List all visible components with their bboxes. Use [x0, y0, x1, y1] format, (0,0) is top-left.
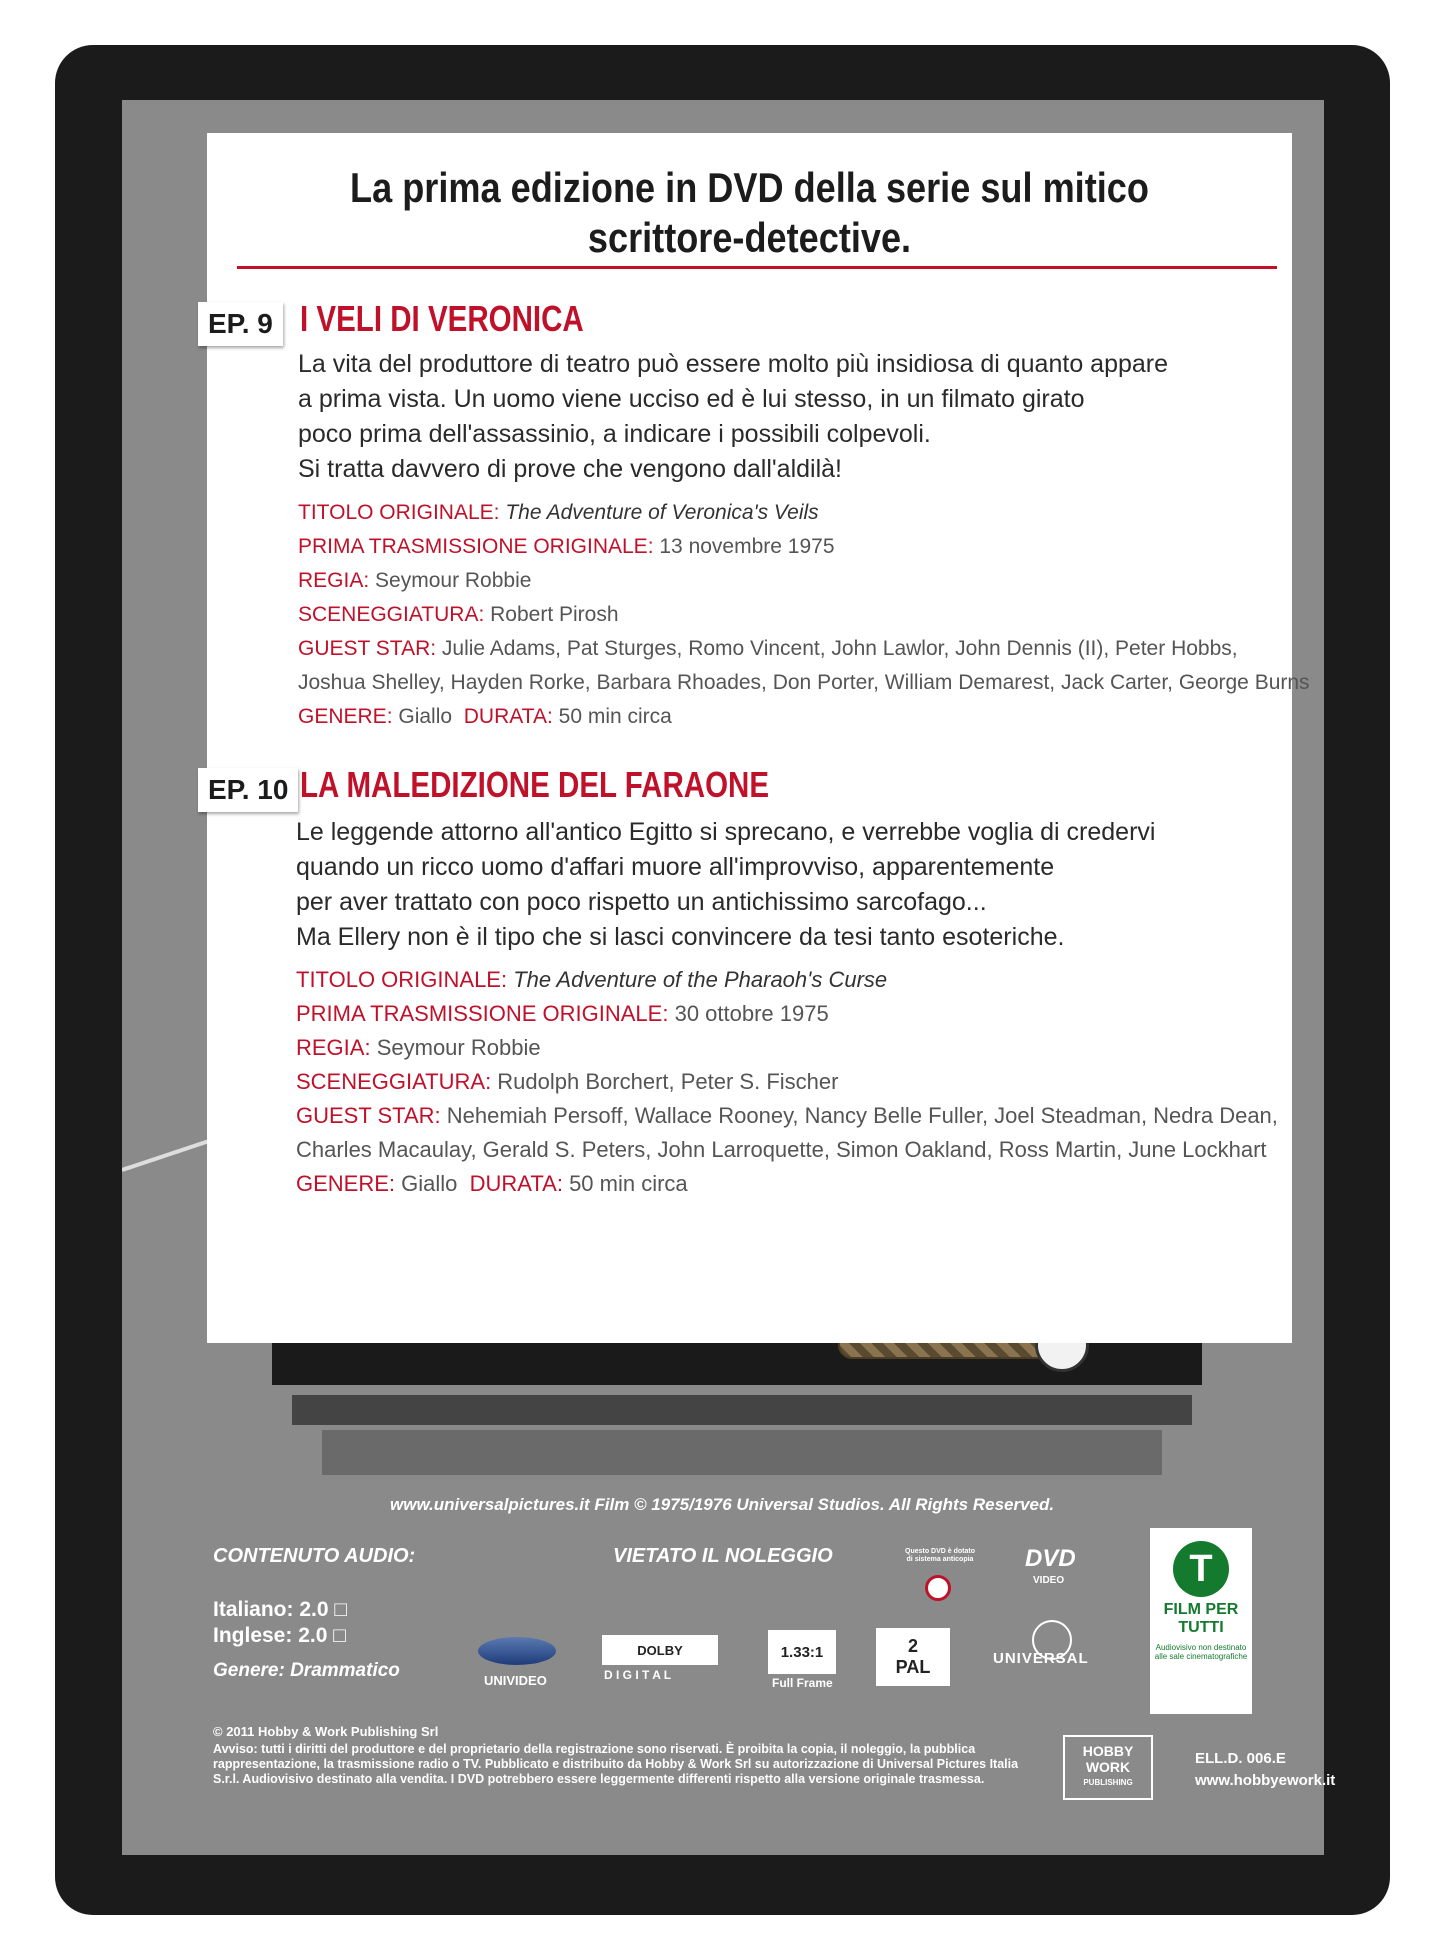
credit-director: REGIA: Seymour Robbie [296, 1035, 541, 1060]
episode-description [298, 347, 1168, 487]
credit-value: Giallo [398, 705, 453, 728]
credit-value: 50 min circa [569, 1171, 688, 1196]
genre-label: Genere: Drammatico [213, 1660, 400, 1681]
pal-label: PAL [895, 1657, 931, 1677]
episode-title: I VELI DI VERONICA [300, 298, 584, 339]
credit-key: PRIMA TRASMISSIONE ORIGINALE [298, 535, 648, 558]
credit-key: SCENEGGIATURA [298, 603, 479, 626]
copy-protection-note: Questo DVD è dotato di sistema anticopia [905, 1548, 976, 1563]
credit-key: TITOLO ORIGINALE [296, 967, 501, 992]
full-frame-label: Full Frame [772, 1676, 833, 1690]
universal-logo: UNIVERSAL [993, 1650, 1089, 1667]
description-line: Le leggende attorno all'antico Egitto si sprecano, e verrebbe voglia di credervi [296, 818, 1156, 846]
description-line: poco prima dell'assassinio, a indicare i possibili colpevoli. [298, 420, 931, 448]
episode-label: EP. 9 [198, 302, 283, 346]
stereo-icon: □ [334, 1598, 348, 1621]
copyright-url-line: www.universalpictures.it Film © 1975/1976 Universal Studios. All Rights Reserved. [390, 1495, 1055, 1514]
credit-value: Julie Adams, Pat Sturges, Romo Vincent, John Lawlor, John Dennis (II), Peter Hobbs, [441, 637, 1238, 660]
aspect-ratio-badge: 1.33:1 [768, 1630, 836, 1674]
credit-screenplay: SCENEGGIATURA: Robert Pirosh [298, 603, 619, 626]
audio-track-english [213, 1624, 346, 1648]
publisher-name: HOBBY WORK [1082, 1743, 1134, 1775]
univideo-label: UNIVIDEO [484, 1673, 547, 1688]
rating-text: FILM PER TUTTI [1163, 1601, 1239, 1636]
dolby-logo: DOLBY [602, 1635, 718, 1665]
credit-value: Nehemiah Persoff, Wallace Rooney, Nancy Belle Fuller, Joel Steadman, Nedra Dean, [446, 1103, 1278, 1128]
description-line: per aver trattato con poco rispetto un antichissimo sarcofago... [296, 888, 987, 916]
episode-credits [296, 963, 1278, 1201]
headline [283, 163, 1216, 263]
credit-value: Seymour Robbie [376, 1035, 541, 1060]
episode-description [296, 815, 1155, 955]
stereo-icon: □ [333, 1624, 346, 1647]
credit-guest-stars: GUEST STAR: Julie Adams, Pat Sturges, Romo Vincent, John Lawlor, John Dennis (II), Peter Hobbs, [298, 637, 1238, 660]
credit-value: The Adventure of the Pharaoh's Curse [513, 967, 888, 992]
region-pal-badge [876, 1628, 950, 1686]
credit-key: GENERE [296, 1171, 389, 1196]
credit-value: Rudolph Borchert, Peter S. Fischer [497, 1069, 839, 1094]
description-line: Si tratta davvero di prove che vengono dall'aldilà! [298, 455, 842, 483]
credit-value: 13 novembre 1975 [659, 535, 835, 558]
catalog-info [1195, 1748, 1335, 1792]
univideo-logo-icon [478, 1637, 556, 1665]
credit-first-broadcast: PRIMA TRASMISSIONE ORIGINALE: 13 novembre 1975 [298, 535, 835, 558]
description-line: Ma Ellery non è il tipo che si lasci convincere da tesi tanto esoteriche. [296, 923, 1065, 951]
rating-badge [1150, 1528, 1252, 1714]
catalog-code: ELL.D. 006.E [1195, 1750, 1286, 1767]
region-code: 2 [907, 1636, 918, 1656]
dvd-logo: DVD [1025, 1545, 1076, 1572]
episode-label: EP. 10 [198, 768, 298, 812]
audio-track-label: Inglese: 2.0 [213, 1624, 328, 1647]
credit-director: REGIA: Seymour Robbie [298, 569, 532, 592]
credit-guest-stars-cont: Joshua Shelley, Hayden Rorke, Barbara Rhoades, Don Porter, William Demarest, Jack Carter, George Burns [298, 671, 1310, 694]
credit-guest-stars-cont: Charles Macaulay, Gerald S. Peters, John Larroquette, Simon Oakland, Ross Martin, June Lockhart [296, 1137, 1267, 1162]
credit-original-title: TITOLO ORIGINALE: The Adventure of the Pharaoh's Curse [296, 967, 888, 992]
credit-key: TITOLO ORIGINALE [298, 501, 494, 524]
credit-key: DURATA [463, 705, 547, 728]
credit-genre-duration: GENERE: Giallo DURATA: 50 min circa [298, 705, 672, 728]
rating-letter: T [1173, 1541, 1229, 1597]
credit-key: GENERE [298, 705, 387, 728]
credit-screenplay: SCENEGGIATURA: Rudolph Borchert, Peter S. Fischer [296, 1069, 839, 1094]
episode-title: LA MALEDIZIONE DEL FARAONE [300, 764, 770, 805]
rental-prohibited: VIETATO IL NOLEGGIO [613, 1545, 833, 1567]
credit-key: REGIA [298, 569, 364, 592]
audio-track-italian [213, 1598, 347, 1622]
credit-genre-duration: GENERE: Giallo DURATA: 50 min circa [296, 1171, 688, 1196]
description-line: quando un ricco uomo d'affari muore all'improvviso, apparentemente [296, 853, 1055, 881]
credit-value: Giallo [401, 1171, 458, 1196]
publisher-sub: PUBLISHING [1083, 1778, 1133, 1787]
credit-value: Robert Pirosh [490, 603, 619, 626]
credit-key: DURATA [469, 1171, 557, 1196]
rating-note: Audiovisivo non destinato alle sale cinematografiche [1154, 1643, 1248, 1661]
audio-track-label: Italiano: 2.0 [213, 1598, 329, 1621]
credit-key: GUEST STAR [298, 637, 431, 660]
credit-guest-stars: GUEST STAR: Nehemiah Persoff, Wallace Rooney, Nancy Belle Fuller, Joel Steadman, Nedra Dean, [296, 1103, 1278, 1128]
credit-value: 30 ottobre 1975 [674, 1001, 829, 1026]
credit-key: REGIA [296, 1035, 365, 1060]
credit-value: Seymour Robbie [375, 569, 532, 592]
credit-value: The Adventure of Veronica's Veils [505, 501, 819, 524]
legal-notice: Avviso: tutti i diritti del produttore e del proprietario della registrazione sono riservati. È proibita la copia, il noleggio, la pubblica rappresentazione, la trasmissione radio o TV. Pubblicato e distribuito da Hobby & Work Srl su autorizzazione di Universal Pictures Italia S.r.l. Audiovisivo destinato alla vendita. I DVD potrebbero essere leggermente differenti rispetto alla versione originale trasmessa. [213, 1742, 1019, 1786]
credit-original-title: TITOLO ORIGINALE: The Adventure of Veronica's Veils [298, 501, 819, 524]
description-line: La vita del produttore di teatro può essere molto più insidiosa di quanto appare [298, 350, 1169, 378]
credit-key: PRIMA TRASMISSIONE ORIGINALE [296, 1001, 663, 1026]
credit-key: GUEST STAR [296, 1103, 435, 1128]
hobby-work-logo [1063, 1735, 1153, 1800]
description-line: a prima vista. Un uomo viene ucciso ed è lui stesso, in un filmato girato [298, 385, 1085, 413]
credit-key: SCENEGGIATURA [296, 1069, 486, 1094]
episode-credits [298, 496, 1310, 734]
credit-value: 50 min circa [558, 705, 672, 728]
credit-first-broadcast: PRIMA TRASMISSIONE ORIGINALE: 30 ottobre 1975 [296, 1001, 829, 1026]
audio-content-title: CONTENUTO AUDIO: [213, 1545, 416, 1567]
dolby-digital-label: D I G I T A L [604, 1668, 672, 1682]
copyright-notice: © 2011 Hobby & Work Publishing Srl [213, 1724, 439, 1739]
publisher-website: www.hobbyework.it [1195, 1772, 1336, 1789]
headline-line-1: La prima edizione in DVD della serie sul mitico [350, 164, 1149, 211]
headline-line-2: scrittore-detective. [587, 214, 912, 261]
headline-rule [237, 266, 1277, 269]
dvd-video-label: VIDEO [1033, 1575, 1065, 1586]
no-copy-icon [925, 1575, 951, 1601]
